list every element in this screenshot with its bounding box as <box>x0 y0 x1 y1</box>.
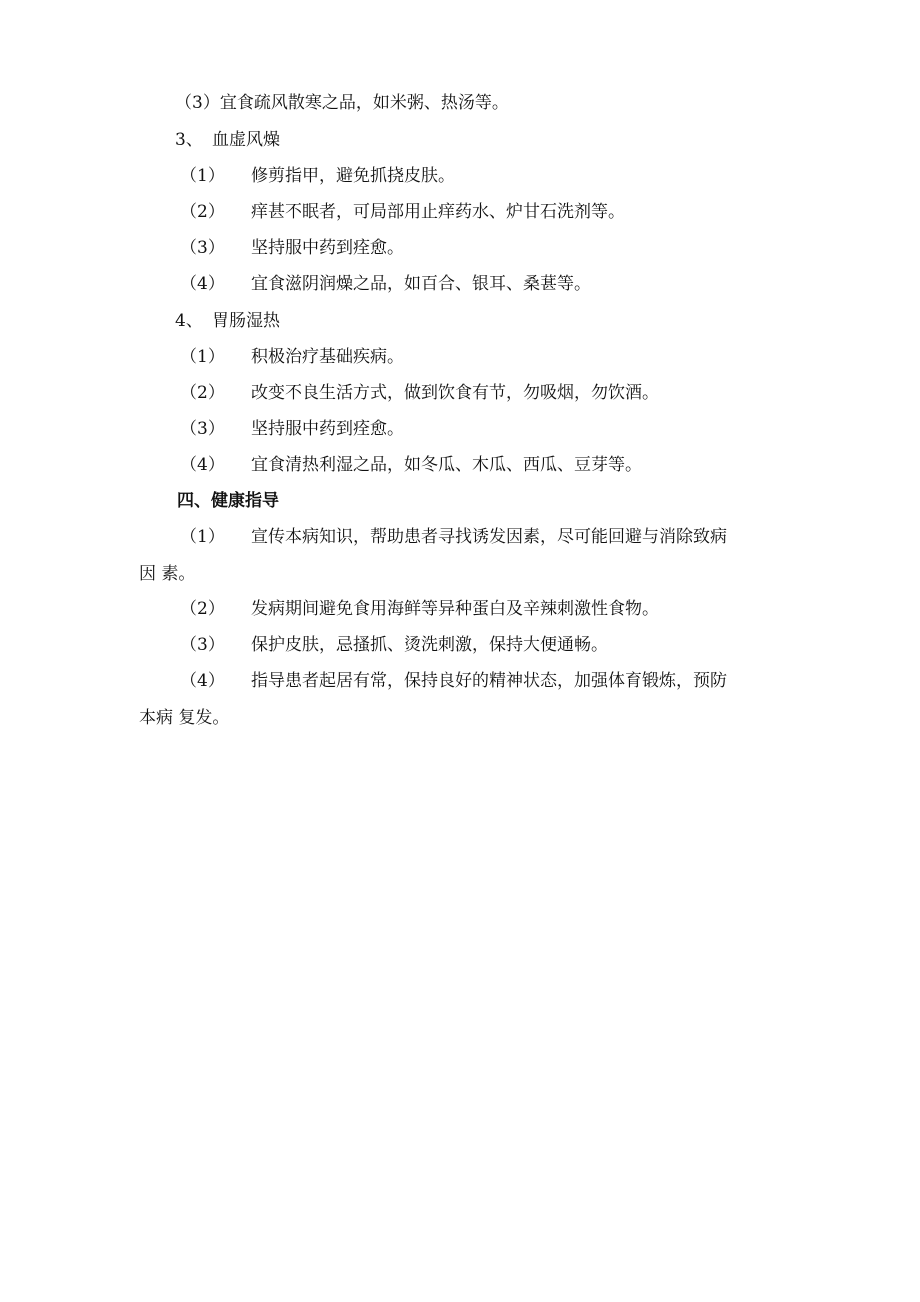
list-item <box>180 597 659 621</box>
list-item <box>180 272 591 296</box>
list-item <box>180 200 625 224</box>
item-text: 本病 复发。 <box>139 708 230 728</box>
item-number: （1） <box>180 347 225 367</box>
item-number: （3） <box>180 419 225 439</box>
item-text: 坚持服中药到痊愈。 <box>251 238 404 258</box>
item-number: （1） <box>180 166 225 186</box>
item-text: 指导患者起居有常，保持良好的精神状态，加强体育锻炼，预防 <box>251 671 727 691</box>
list-item <box>180 345 404 369</box>
item-text: 宣传本病知识，帮助患者寻找诱发因素，尽可能回避与消除致病 <box>251 527 727 547</box>
section-heading-text: 四、健康指导 <box>177 491 279 511</box>
item-text: 宜食滋阴润燥之品，如百合、银耳、桑葚等。 <box>251 274 591 294</box>
item-number: （3） <box>180 238 225 258</box>
subheading-text: 胃肠湿热 <box>212 311 280 331</box>
list-item <box>180 164 455 188</box>
item-number: （4） <box>180 274 225 294</box>
subheading-text: 血虚风燥 <box>212 130 280 150</box>
list-item <box>175 91 509 115</box>
item-number: （2） <box>180 599 225 619</box>
item-text: 发病期间避免食用海鲜等异种蛋白及辛辣刺激性食物。 <box>251 599 659 619</box>
item-text: 改变不良生活方式，做到饮食有节，勿吸烟，勿饮酒。 <box>251 383 659 403</box>
list-item <box>180 453 642 477</box>
section-heading <box>177 489 279 513</box>
item-text: 坚持服中药到痊愈。 <box>251 419 404 439</box>
list-item <box>180 669 727 693</box>
item-text: 修剪指甲，避免抓挠皮肤。 <box>251 166 455 186</box>
item-number: （1） <box>180 527 225 547</box>
list-item <box>180 236 404 260</box>
subheading-number: 4、 <box>175 311 203 331</box>
subheading-number: 3、 <box>175 130 203 150</box>
list-item-continuation <box>139 706 229 730</box>
item-number: （2） <box>180 202 225 222</box>
item-text: 宜食清热利湿之品，如冬瓜、木瓜、西瓜、豆芽等。 <box>251 455 642 475</box>
list-item <box>180 525 727 549</box>
item-number: （4） <box>180 671 225 691</box>
item-number: （4） <box>180 455 225 475</box>
list-item <box>180 381 659 405</box>
item-text: 宜食疏风散寒之品，如米粥、热汤等。 <box>219 93 509 113</box>
item-text: 保护皮肤，忌搔抓、烫洗刺激，保持大便通畅。 <box>251 635 608 655</box>
subheading <box>175 309 280 333</box>
list-item <box>180 633 608 657</box>
list-item <box>180 417 404 441</box>
item-number: （3） <box>180 635 225 655</box>
item-text: 痒甚不眠者，可局部用止痒药水、炉甘石洗剂等。 <box>251 202 625 222</box>
list-item-continuation <box>139 562 195 586</box>
item-number: （2） <box>180 383 225 403</box>
item-text: 因 素。 <box>139 564 196 584</box>
item-number: （3） <box>175 93 220 113</box>
subheading <box>175 128 280 152</box>
item-text: 积极治疗基础疾病。 <box>251 347 404 367</box>
